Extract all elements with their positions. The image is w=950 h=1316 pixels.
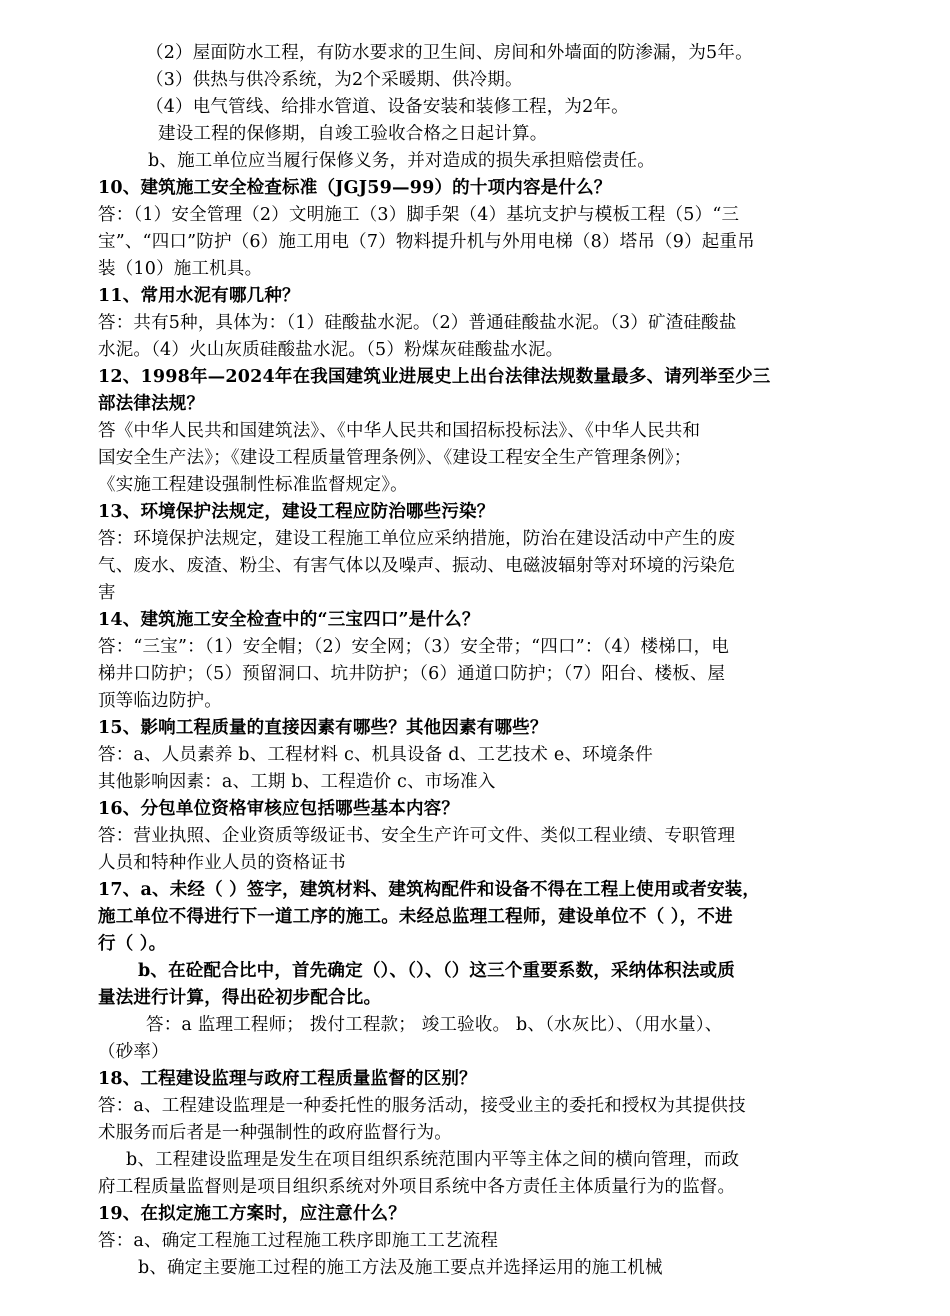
answer-line: 答：a、人员素养 b、工程材料 c、机具设备 d、工艺技术 e、环境条件 <box>98 745 653 765</box>
text-line: （2）屋面防水工程，有防水要求的卫生间、房间和外墙面的防渗漏，为5年。 <box>146 43 753 63</box>
text-line: 国安全生产法》；《建设工程质量管理条例》、《建设工程安全生产管理条例》； <box>98 448 692 468</box>
question-heading: b、在砼配合比中，首先确定（）、（）、（）这三个重要系数，采纳体积法或质 <box>138 961 735 981</box>
text-line: 其他影响因素：a、工期 b、工程造价 c、市场准入 <box>98 772 496 792</box>
answer-line: 答《中华人民共和国建筑法》、《中华人民共和国招标投标法》、《中华人民共和 <box>98 421 701 441</box>
text-line: （4）电气管线、给排水管道、设备安装和装修工程，为2年。 <box>146 97 629 117</box>
question-heading: 16、分包单位资格审核应包括哪些基本内容？ <box>98 799 460 819</box>
answer-line: 答：a、工程建设监理是一种委托性的服务活动，接受业主的委托和授权为其提供技 <box>98 1096 746 1116</box>
question-heading: 10、建筑施工安全检查标准（JGJ59—99）的十项内容是什么？ <box>98 178 612 198</box>
question-heading: 15、影响工程质量的直接因素有哪些？其他因素有哪些？ <box>98 718 548 738</box>
answer-line: 答：环境保护法规定，建设工程施工单位应采纳措施，防治在建设活动中产生的废 <box>98 529 736 549</box>
question-heading: 量法进行计算，得出砼初步配合比。 <box>98 988 382 1008</box>
text-line: 《实施工程建设强制性标准监督规定》。 <box>98 475 408 495</box>
question-heading: 12、1998年—2024年在我国建筑业进展史上出台法律法规数量最多、请列举至少三 <box>98 367 771 387</box>
text-line: b、工程建设监理是发生在项目组织系统范围内平等主体之间的横向管理，而政 <box>126 1150 740 1170</box>
question-heading: 17、a、未经（ ）签字，建筑材料、建筑构配件和设备不得在工程上使用或者安装， <box>98 880 761 900</box>
text-line: 装（10）施工机具。 <box>98 259 263 279</box>
answer-line: 答：营业执照、企业资质等级证书、安全生产许可文件、类似工程业绩、专职管理 <box>98 826 736 846</box>
text-line: 顶等临边防护。 <box>98 691 222 711</box>
answer-line: 答：a、确定工程施工过程施工秩序即施工工艺流程 <box>98 1231 499 1251</box>
answer-line: 答：“三宝”：（1）安全帽；（2）安全网；（3）安全带；“四口”：（4）楼梯口，电 <box>98 637 730 657</box>
answer-line: 答：（1）安全管理（2）文明施工（3）脚手架（4）基坑支护与模板工程（5）“三 <box>98 205 740 225</box>
text-line: （3）供热与供冷系统，为2个采暖期、供冷期。 <box>146 70 523 90</box>
question-heading: 11、常用水泥有哪几种？ <box>98 286 300 306</box>
text-line: b、确定主要施工过程的施工方法及施工要点并选择运用的施工机械 <box>138 1258 663 1278</box>
question-heading: 施工单位不得进行下一道工序的施工。未经总监理工程师，建设单位不（ ），不进 <box>98 907 733 927</box>
text-line: 梯井口防护；（5）预留洞口、坑井防护；（6）通道口防护；（7）阳台、楼板、屋 <box>98 664 726 684</box>
question-heading: 19、在拟定施工方案时，应注意什么？ <box>98 1204 406 1224</box>
question-heading: 部法律法规？ <box>98 394 205 414</box>
answer-line: 答：共有5种，具体为：（1）硅酸盐水泥。（2）普通硅酸盐水泥。（3）矿渣硅酸盐 <box>98 313 737 333</box>
text-line: 府工程质量监督则是项目组织系统对外项目系统中各方责任主体质量行为的监督。 <box>98 1177 736 1197</box>
text-line: 建设工程的保修期，自竣工验收合格之日起计算。 <box>158 124 548 144</box>
question-heading: 行（ ）。 <box>98 934 167 954</box>
question-heading: 14、建筑施工安全检查中的“三宝四口”是什么？ <box>98 610 480 630</box>
text-line: 宝”、“四口”防护（6）施工用电（7）物料提升机与外用电梯（8）塔吊（9）起重吊 <box>98 232 755 252</box>
text-line: （砂率） <box>98 1042 169 1062</box>
answer-line: 答：a 监理工程师； 拨付工程款； 竣工验收。 b、（水灰比）、（用水量）、 <box>146 1015 723 1035</box>
text-line: 水泥。（4）火山灰质硅酸盐水泥。（5）粉煤灰硅酸盐水泥。 <box>98 340 564 360</box>
text-line: 气、废水、废渣、粉尘、有害气体以及噪声、振动、电磁波辐射等对环境的污染危 <box>98 556 736 576</box>
text-line: 术服务而后者是一种强制性的政府监督行为。 <box>98 1123 452 1143</box>
text-line: 害 <box>98 583 116 603</box>
text-line: 人员和特种作业人员的资格证书 <box>98 853 346 873</box>
question-heading: 18、工程建设监理与政府工程质量监督的区别？ <box>98 1069 477 1089</box>
text-line: b、施工单位应当履行保修义务，并对造成的损失承担赔偿责任。 <box>148 151 656 171</box>
question-heading: 13、环境保护法规定，建设工程应防治哪些污染？ <box>98 502 495 522</box>
